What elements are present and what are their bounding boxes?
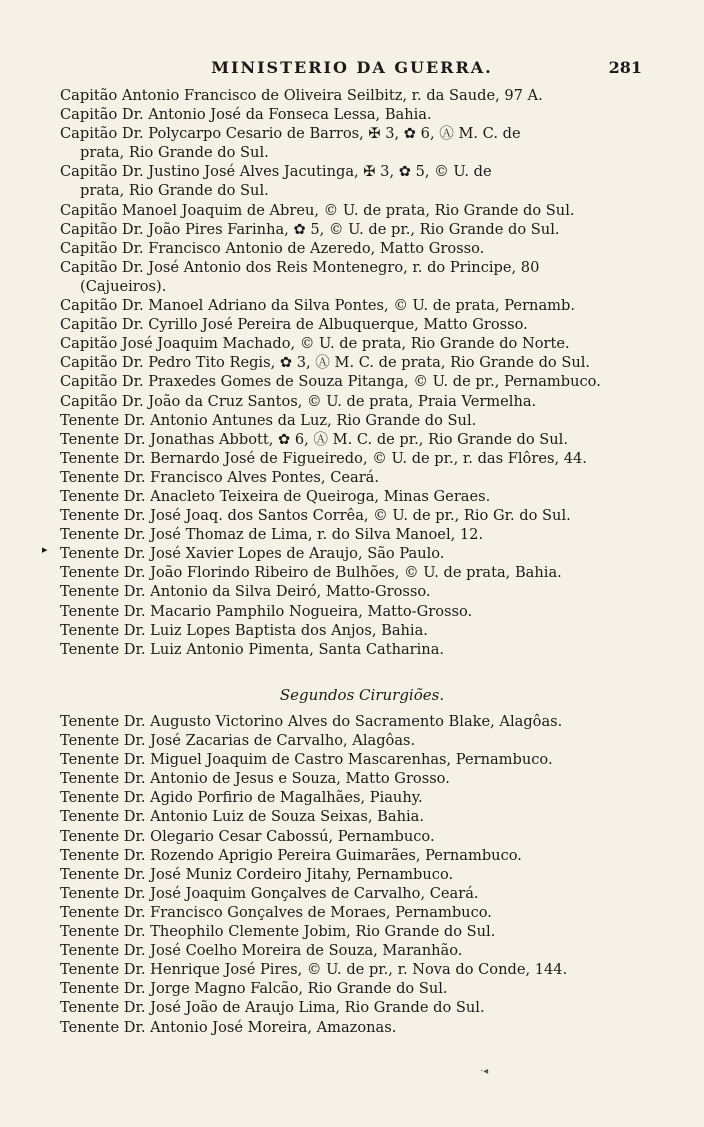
list-item: Tenente Dr. Antonio Antunes da Luz, Rio Grande do Sul. [60,411,477,429]
list-item: Tenente Dr. José João de Araujo Lima, Rio Grande do Sul. [60,999,485,1017]
list-item: Tenente Dr. Antonio da Silva Deiró, Matto-Grosso. [60,583,431,601]
page-number: 281 [608,58,642,77]
list-item: Tenente Dr. Luiz Antonio Pimenta, Santa Catharina. [60,640,445,658]
margin-mark-icon: ▸ [42,543,48,556]
list-item: Capitão Dr. Justino José Alves Jacutinga, ✠ 3, ✿ 5, © U. de [60,163,492,181]
list-item: Tenente Dr. João Florindo Ribeiro de Bulhões, © U. de prata, Bahia. [60,564,562,582]
list-item: Tenente Dr. Luiz Lopes Baptista dos Anjos, Bahia. [60,621,428,639]
list-item: Capitão José Joaquim Machado, © U. de prata, Rio Grande do Norte. [60,335,570,353]
list-item: Tenente Dr. Macario Pamphilo Nogueira, Matto-Grosso. [60,602,473,620]
list-item: Tenente Dr. José Coelho Moreira de Souza, Maranhão. [60,942,463,960]
list-item: Tenente Dr. Miguel Joaquim de Castro Mascarenhas, Pernambuco. [60,751,553,769]
list-item: Tenente Dr. José Xavier Lopes de Araujo, São Paulo. [60,545,445,563]
list-item: Tenente Dr. Jonathas Abbott, ✿ 6, Ⓐ M. C. de pr., Rio Grande do Sul. [60,430,568,448]
list-item: Tenente Dr. Antonio José Moreira, Amazonas. [60,1018,397,1036]
list-item: Tenente Dr. Antonio Luiz de Souza Seixas, Bahia. [60,808,424,826]
list-item: Tenente Dr. José Muniz Cordeiro Jitahy, Pernambuco. [60,865,454,883]
list-item: Tenente Dr. Francisco Gonçalves de Moraes, Pernambuco. [60,903,492,921]
list-item-continuation: prata, Rio Grande do Sul. [80,182,269,200]
officer-list-segundos-cirurgioes [60,712,664,1037]
list-item: Capitão Antonio Francisco de Oliveira Seilbitz, r. da Saude, 97 A. [60,87,543,104]
page-title: MINISTERIO DA GUERRA. [211,58,493,77]
list-item: Tenente Dr. Francisco Alves Pontes, Ceará. [60,468,380,486]
list-item: Tenente Dr. Olegario Cesar Cabossú, Pernambuco. [60,827,435,845]
list-item: Tenente Dr. Anacleto Teixeira de Queiroga, Minas Geraes. [60,487,491,505]
list-item: Tenente Dr. Rozendo Aprigio Pereira Guimarães, Pernambuco. [60,846,522,864]
list-item: Tenente Dr. Theophilo Clemente Jobim, Rio Grande do Sul. [60,923,496,941]
list-item-continuation: prata, Rio Grande do Sul. [80,144,269,162]
list-item: Capitão Dr. José Antonio dos Reis Montenegro, r. do Principe, 80 [60,258,540,276]
list-item: Tenente Dr. Antonio de Jesus e Souza, Matto Grosso. [60,770,450,788]
list-item: Capitão Dr. João da Cruz Santos, © U. de prata, Praia Vermelha. [60,392,537,410]
list-item: Capitão Dr. Francisco Antonio de Azeredo, Matto Grosso. [60,239,485,257]
list-item: Capitão Dr. Antonio José da Fonseca Lessa, Bahia. [60,106,432,124]
list-item: Capitão Dr. Pedro Tito Regis, ✿ 3, Ⓐ M. C. de prata, Rio Grande do Sul. [60,354,591,372]
officer-list-capitaes-tenentes [60,86,664,659]
list-item: Capitão Dr. Praxedes Gomes de Souza Pitanga, © U. de pr., Pernambuco. [60,373,601,391]
list-item: Tenente Dr. Henrique José Pires, © U. de pr., r. Nova do Conde, 144. [60,961,568,979]
list-item: Tenente Dr. Augusto Victorino Alves do Sacramento Blake, Alagôas. [60,713,563,730]
list-item: Tenente Dr. José Joaq. dos Santos Corrêa, © U. de pr., Rio Gr. do Sul. [60,507,571,525]
list-item: Tenente Dr. Bernardo José de Figueiredo, © U. de pr., r. das Flôres, 44. [60,449,587,467]
list-item: Tenente Dr. José Zacarias de Carvalho, Alagôas. [60,732,416,750]
list-item: Tenente Dr. José Joaquim Gonçalves de Carvalho, Ceará. [60,884,479,902]
list-item: Tenente Dr. Jorge Magno Falcão, Rio Grande do Sul. [60,980,448,998]
list-item: Tenente Dr. José Thomaz de Lima, r. do Silva Manoel, 12. [60,526,484,544]
list-item: Capitão Manoel Joaquim de Abreu, © U. de prata, Rio Grande do Sul. [60,201,575,219]
list-item: Tenente Dr. Agido Porfirio de Magalhães, Piauhy. [60,789,423,807]
list-item: Capitão Dr. Cyrillo José Pereira de Albuquerque, Matto Grosso. [60,316,528,334]
list-item: Capitão Dr. Manoel Adriano da Silva Pontes, © U. de prata, Pernamb. [60,297,575,315]
list-item: Capitão Dr. João Pires Farinha, ✿ 5, © U. de pr., Rio Grande do Sul. [60,220,560,238]
list-item-continuation: (Cajueiros). [80,277,167,295]
list-item: Capitão Dr. Polycarpo Cesario de Barros, ✠ 3, ✿ 6, Ⓐ M. C. de [60,125,521,143]
running-header [60,58,644,82]
footer-mark-icon: ·◂ [480,1066,489,1077]
section-heading: Segundos Cirurgiões. [279,686,445,704]
